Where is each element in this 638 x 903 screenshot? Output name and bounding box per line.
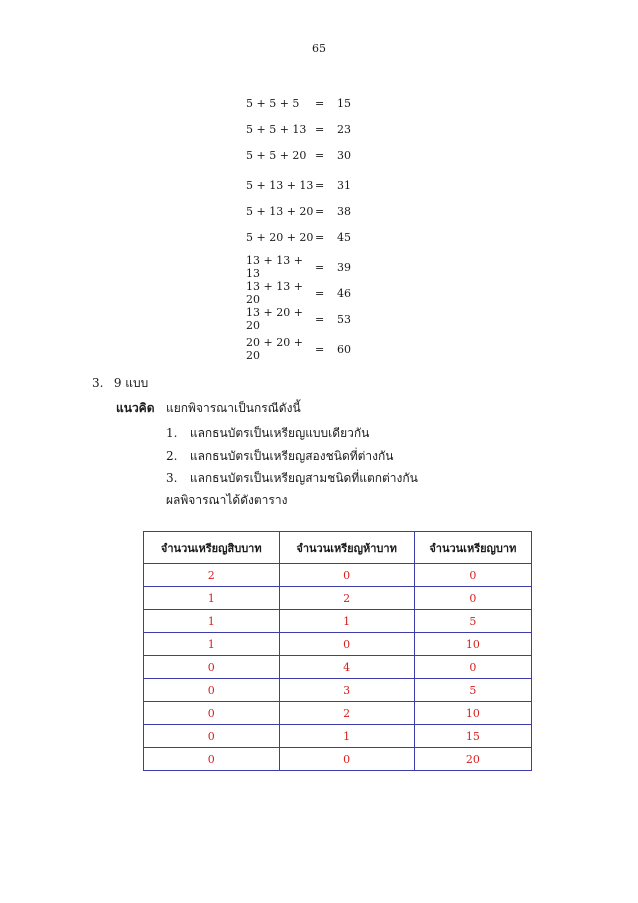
cell-five-baht: 3 — [279, 679, 414, 702]
cell-five-baht: 1 — [279, 725, 414, 748]
sum-row — [246, 336, 367, 362]
cell-five-baht: 2 — [279, 587, 414, 610]
cell-one-baht: 15 — [414, 725, 531, 748]
result-caption: ผลพิจารณาได้ดังตาราง — [166, 493, 288, 507]
sum-expression: 13 + 13 + 20 — [246, 280, 303, 306]
sum-row — [246, 172, 367, 198]
cell-five-baht: 0 — [279, 633, 414, 656]
case-text: แลกธนบัตรเป็นเหรียญแบบเดียวกัน — [189, 426, 370, 440]
sum-group — [246, 90, 367, 168]
equals-sign: = — [315, 286, 325, 300]
cell-one-baht: 0 — [414, 656, 531, 679]
cell-ten-baht: 0 — [144, 656, 280, 679]
sum-expression: 13 + 13 + 13 — [246, 254, 303, 280]
sum-result: 60 — [337, 342, 351, 356]
case-index: 2. — [166, 449, 178, 463]
case-index: 1. — [166, 426, 178, 440]
sum-row — [246, 90, 367, 116]
equals-sign: = — [315, 260, 325, 274]
cell-ten-baht: 1 — [144, 587, 280, 610]
table-row — [144, 656, 532, 679]
section-number: 3. — [92, 376, 104, 390]
cell-ten-baht: 0 — [144, 725, 280, 748]
equals-sign: = — [315, 230, 325, 244]
equals-sign: = — [315, 148, 325, 162]
sum-row — [246, 142, 367, 168]
sum-group — [246, 336, 367, 362]
equals-sign: = — [315, 204, 325, 218]
cell-one-baht: 0 — [414, 587, 531, 610]
case-index: 3. — [166, 471, 178, 485]
case-item — [166, 447, 394, 466]
sum-expression: 13 + 20 + 20 — [246, 306, 303, 332]
cell-one-baht: 5 — [414, 679, 531, 702]
equals-sign: = — [315, 178, 325, 192]
sum-result: 30 — [337, 148, 351, 162]
coin-table — [143, 531, 532, 771]
idea-intro: แยกพิจารณาเป็นกรณีดังนี้ — [166, 401, 301, 415]
cell-ten-baht: 1 — [144, 610, 280, 633]
header-five-baht: จำนวนเหรียญห้าบาท — [279, 532, 414, 564]
sum-result: 15 — [337, 96, 351, 110]
case-item — [166, 424, 369, 443]
sum-expression: 5 + 13 + 13 — [246, 178, 314, 192]
idea-label: แนวคิด — [116, 401, 155, 415]
cell-ten-baht: 1 — [144, 633, 280, 656]
page-number: 65 — [312, 42, 326, 55]
cell-one-baht: 20 — [414, 748, 531, 771]
table-row — [144, 587, 532, 610]
cell-one-baht: 10 — [414, 633, 531, 656]
sum-row — [246, 116, 367, 142]
sum-expression: 5 + 20 + 20 — [246, 230, 314, 244]
sum-row — [246, 198, 367, 224]
sum-row — [246, 224, 367, 250]
table-row — [144, 725, 532, 748]
sum-expression: 5 + 13 + 20 — [246, 204, 314, 218]
sum-group — [246, 172, 367, 250]
header-ten-baht: จำนวนเหรียญสิบบาท — [144, 532, 280, 564]
sum-result: 31 — [337, 178, 351, 192]
equals-sign: = — [315, 122, 325, 136]
sum-result: 46 — [337, 286, 351, 300]
case-item — [166, 469, 418, 488]
table-row — [144, 564, 532, 587]
sum-row — [246, 254, 367, 280]
cell-five-baht: 0 — [279, 748, 414, 771]
sum-row — [246, 306, 367, 332]
section-answer: 9 แบบ — [113, 376, 149, 390]
cell-one-baht: 5 — [414, 610, 531, 633]
header-one-baht: จำนวนเหรียญบาท — [414, 532, 531, 564]
sum-expression: 20 + 20 + 20 — [246, 336, 303, 362]
cell-ten-baht: 2 — [144, 564, 280, 587]
case-text: แลกธนบัตรเป็นเหรียญสามชนิดที่แตกต่างกัน — [189, 471, 418, 485]
table-body — [144, 564, 532, 771]
equals-sign: = — [315, 312, 325, 326]
sum-result: 45 — [337, 230, 351, 244]
table-row — [144, 748, 532, 771]
sum-result: 39 — [337, 260, 351, 274]
cell-five-baht: 4 — [279, 656, 414, 679]
equals-sign: = — [315, 342, 325, 356]
sum-result: 53 — [337, 312, 351, 326]
case-text: แลกธนบัตรเป็นเหรียญสองชนิดที่ต่างกัน — [189, 449, 394, 463]
section-heading — [92, 374, 148, 393]
sum-expression: 5 + 5 + 5 — [246, 96, 300, 110]
sum-result: 23 — [337, 122, 351, 136]
table-row — [144, 702, 532, 725]
table-row — [144, 610, 532, 633]
sum-row — [246, 280, 367, 306]
table-header-row — [144, 532, 532, 564]
table-row — [144, 679, 532, 702]
sum-expression: 5 + 5 + 13 — [246, 122, 307, 136]
cell-five-baht: 2 — [279, 702, 414, 725]
cell-five-baht: 0 — [279, 564, 414, 587]
cell-ten-baht: 0 — [144, 748, 280, 771]
cell-ten-baht: 0 — [144, 702, 280, 725]
equals-sign: = — [315, 96, 325, 110]
sum-group — [246, 254, 367, 332]
sum-result: 38 — [337, 204, 351, 218]
cell-ten-baht: 0 — [144, 679, 280, 702]
table-row — [144, 633, 532, 656]
cell-one-baht: 0 — [414, 564, 531, 587]
cell-one-baht: 10 — [414, 702, 531, 725]
cell-five-baht: 1 — [279, 610, 414, 633]
sum-expression: 5 + 5 + 20 — [246, 148, 307, 162]
